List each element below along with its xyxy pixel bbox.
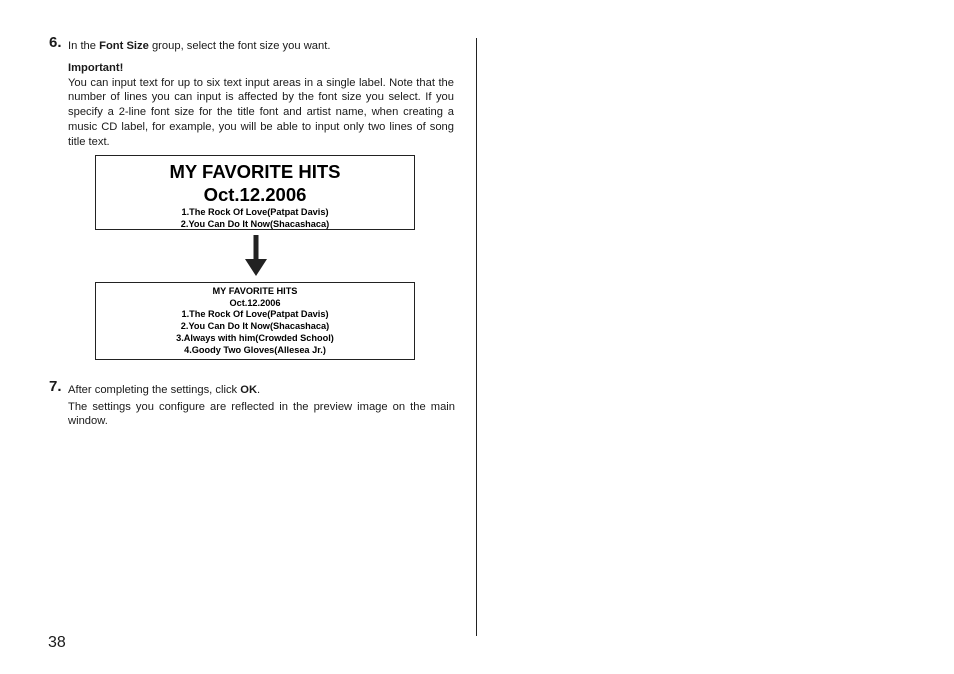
important-body: You can input text for up to six text input areas in a single label. Note that the number of lines you can input is affected by the font size you select. If you specify a 2-line font size for the title font and artist name, when creating a music CD label, for example, you will be able to input only two lines of song title text. [68,76,454,148]
down-arrow-icon [244,235,268,277]
step-6 [49,34,455,54]
step-6-number: 6. [49,34,62,51]
label-song-line: 4.Goody Two Gloves(Allesea Jr.) [184,344,326,355]
label-example-after [95,282,415,360]
label-song-line: 1.The Rock Of Love(Patpat Davis) [181,207,329,217]
ok-term: OK [240,384,258,396]
important-title: Important! [68,62,124,74]
important-note [68,61,454,149]
label-example-before [95,155,415,230]
label-song-line: 2.You Can Do It Now(Shacashaca) [180,321,330,332]
label-date: Oct.12.2006 [229,297,281,308]
page-number: 38 [48,634,66,651]
step-7-number: 7. [49,378,62,395]
label-song-line: 3.Always with him(Crowded School) [176,332,334,343]
step-6-text: In the Font Size group, select the font size you want. [68,40,331,52]
font-size-term: Font Size [99,40,149,52]
step-7 [49,378,455,429]
label-date: Oct.12.2006 [203,184,307,205]
label-title: MY FAVORITE HITS [169,161,341,182]
label-song-line: 1.The Rock Of Love(Patpat Davis) [181,309,329,320]
label-song-line: 2.You Can Do It Now(Shacashaca) [180,219,330,229]
column-divider [476,38,477,636]
step-7-followup: The settings you configure are reflected in the preview image on the main window. [68,400,455,428]
step-7-text: After completing the settings, click OK. [68,384,261,396]
label-title: MY FAVORITE HITS [212,286,298,296]
